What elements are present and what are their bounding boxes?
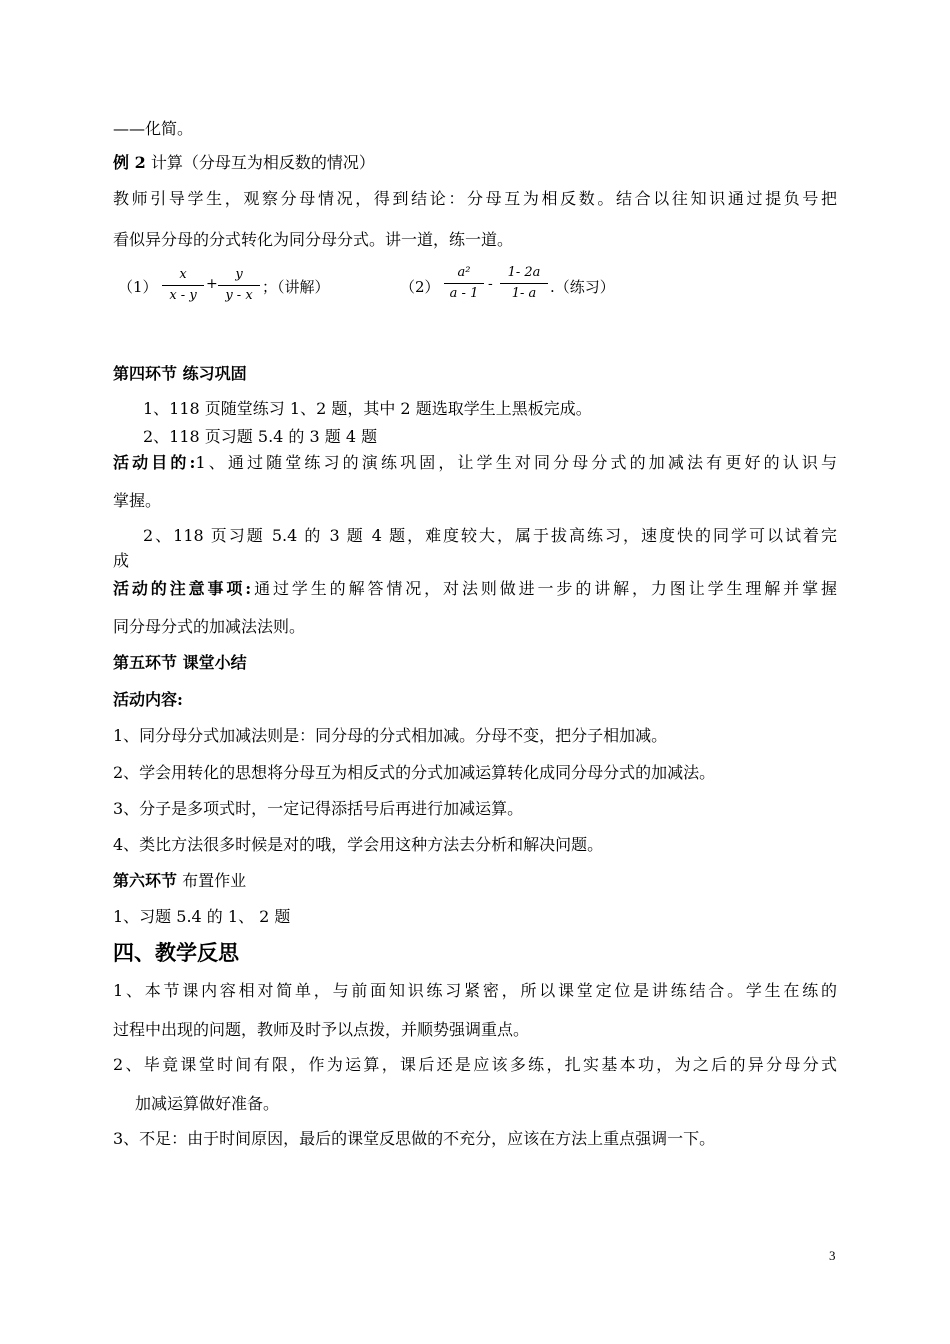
paragraph-line: 2、118 页习题 5.4 的 3 题 4 题，难度较大，属于拔高练习，速度快的同学可以试着完 bbox=[143, 526, 837, 545]
operator: + bbox=[206, 276, 218, 292]
paragraph-line bbox=[113, 452, 837, 474]
denominator: a - 1 bbox=[449, 286, 479, 301]
formula-note: ；（讲解） bbox=[262, 278, 330, 296]
paragraph-line: 过程中出现的问题，教师及时予以点拨，并顺势强调重点。 bbox=[113, 1020, 530, 1039]
section-title: 第四环节 练习巩固 bbox=[113, 364, 247, 383]
list-item: 1、同分母分式加减法则是：同分母的分式相加减。分母不变，把分子相加减。 bbox=[113, 726, 668, 745]
paragraph-line: 掌握。 bbox=[113, 491, 162, 510]
operator: - bbox=[488, 276, 493, 292]
page-number: 3 bbox=[829, 1248, 836, 1263]
fraction bbox=[218, 268, 260, 303]
fraction bbox=[162, 268, 204, 303]
list-item: 2、学会用转化的思想将分母互为相反式的分式加减运算转化成同分母分式的加减法。 bbox=[113, 763, 716, 782]
text-line: ——化简。 bbox=[113, 119, 194, 138]
paragraph-line bbox=[113, 578, 837, 600]
section-label: 第六环节 bbox=[113, 871, 178, 890]
denominator: x - y bbox=[169, 288, 197, 303]
list-item: 1、习题 5.4 的 1、 2 题 bbox=[113, 907, 291, 926]
paragraph-line: 加减运算做好准备。 bbox=[135, 1094, 280, 1113]
example-desc: 计算（分母互为相反数的情况） bbox=[150, 153, 375, 172]
chapter-title: 四、教学反思 bbox=[113, 940, 239, 965]
list-item: 4、类比方法很多时候是对的哦，学会用这种方法去分析和解决问题。 bbox=[113, 835, 604, 854]
formula-label: （2） bbox=[400, 278, 440, 296]
denominator: y - x bbox=[225, 288, 253, 303]
list-item: 2、118 页习题 5.4 的 3 题 4 题 bbox=[143, 427, 378, 446]
paragraph-line: 教师引导学生，观察分母情况，得到结论：分母互为相反数。结合以往知识通过提负号把 bbox=[113, 189, 837, 208]
denominator: 1- a bbox=[511, 286, 537, 301]
label: 活动内容: bbox=[113, 690, 183, 709]
paragraph-line: 2、毕竟课堂时间有限，作为运算，课后还是应该多练，扎实基本功，为之后的异分母分式 bbox=[113, 1055, 837, 1074]
section-title bbox=[113, 870, 246, 892]
paragraph-line: 成 bbox=[113, 551, 130, 570]
section-title: 第五环节 课堂小结 bbox=[113, 653, 247, 672]
paragraph-line: 3、不足：由于时间原因，最后的课堂反思做的不充分，应该在方法上重点强调一下。 bbox=[113, 1129, 716, 1148]
fraction bbox=[444, 266, 484, 301]
fraction bbox=[500, 266, 548, 301]
formula-label: （1） bbox=[118, 278, 158, 296]
numerator: x bbox=[162, 268, 204, 286]
paragraph-line: 1、本节课内容相对简单，与前面知识练习紧密，所以课堂定位是讲练结合。学生在练的 bbox=[113, 981, 837, 1000]
example-heading bbox=[113, 152, 375, 174]
formula-note: .（练习） bbox=[550, 278, 615, 296]
example-label: 例 2 bbox=[113, 153, 146, 172]
section-desc: 布置作业 bbox=[182, 871, 247, 890]
paragraph-line: 看似异分母的分式转化为同分母分式。讲一道，练一道。 bbox=[113, 230, 514, 249]
label: 活动目的: bbox=[113, 453, 196, 472]
paragraph-text: 1、通过随堂练习的演练巩固，让学生对同分母分式的加减法有更好的认识与 bbox=[195, 453, 837, 472]
numerator: a² bbox=[444, 266, 484, 284]
label: 活动的注意事项: bbox=[113, 579, 252, 598]
list-item: 3、分子是多项式时，一定记得添括号后再进行加减运算。 bbox=[113, 799, 524, 818]
numerator: y bbox=[218, 268, 260, 286]
numerator: 1- 2a bbox=[500, 266, 548, 284]
list-item: 1、118 页随堂练习 1、2 题，其中 2 题选取学生上黑板完成。 bbox=[143, 399, 592, 418]
paragraph-line: 同分母分式的加减法法则。 bbox=[113, 617, 306, 636]
paragraph-text: 通过学生的解答情况，对法则做进一步的讲解，力图让学生理解并掌握 bbox=[251, 579, 837, 598]
